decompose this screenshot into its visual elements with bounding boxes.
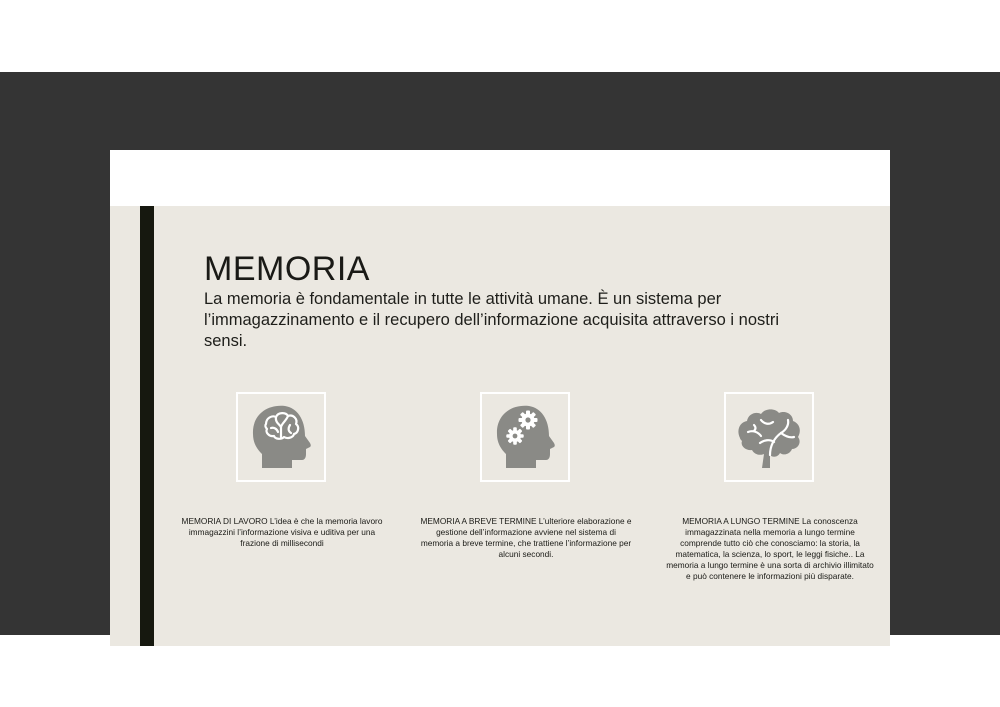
accent-bar — [140, 206, 154, 646]
slide-title: MEMORIA — [204, 250, 370, 288]
head-brain-icon — [238, 394, 324, 480]
long-term-memory-icon-box — [724, 392, 814, 482]
working-memory-icon-box — [236, 392, 326, 482]
short-term-memory-text: MEMORIA A BREVE TERMINE L’ulteriore elaborazione e gestione dell’informazione avviene nel sistema di memoria a breve termine, che trattiene l’informazione per alcuni secondi. — [420, 516, 632, 559]
short-term-memory-icon-box — [480, 392, 570, 482]
slide — [110, 150, 890, 702]
long-term-memory-text: MEMORIA A LUNGO TERMINE La conoscenza immagazzinata nella memoria a lungo termine comprende tutto ciò che conosciamo: la storia, la matematica, la scienza, lo sport, le leggi fisiche.. La memoria a lungo termine è una sorta di archivio illimitato e può contenere le informazioni più disparate. — [666, 516, 874, 581]
presentation-viewer — [0, 72, 1000, 635]
working-memory-text: MEMORIA DI LAVORO L’idea è che la memoria lavoro immagazzini l’informazione visiva e uditiva per una frazione di millisecondi — [181, 516, 383, 548]
slide-subtitle: La memoria è fondamentale in tutte le attività umane. È un sistema per l’immagazzinamento e il recupero dell’informazione acquisita attraverso i nostri sensi. — [204, 290, 780, 350]
head-gears-icon — [482, 394, 568, 480]
brain-icon — [726, 394, 812, 480]
